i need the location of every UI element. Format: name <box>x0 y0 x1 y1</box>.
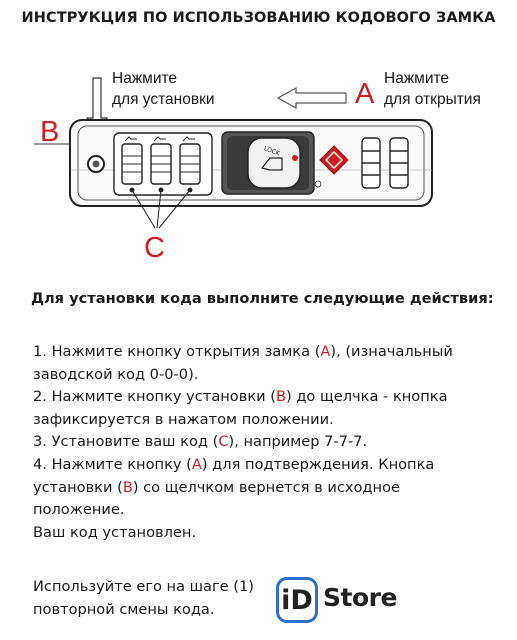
instruction-text: 4. Нажмите кнопку ( <box>33 455 192 473</box>
instruction-steps <box>33 341 503 544</box>
open-label-line1: Нажмите <box>384 70 450 87</box>
footer-note <box>33 576 254 621</box>
letter-c: C <box>144 232 165 264</box>
idstore-logo <box>276 577 416 627</box>
set-label-line2: для установки <box>112 91 215 108</box>
letter-a: A <box>355 78 375 110</box>
lock-diagram <box>0 0 517 285</box>
instruction-text: 3. Установите ваш код ( <box>33 433 219 451</box>
open-label-line2: для открытия <box>384 91 481 108</box>
instruction-line <box>33 364 503 387</box>
instruction-text: 2. Нажмите кнопку установки ( <box>33 388 276 406</box>
instruction-text: установки ( <box>33 478 123 496</box>
open-button-a <box>222 132 314 194</box>
instruction-text: 1. Нажмите кнопку открытия замка ( <box>33 343 321 360</box>
instruction-line <box>33 409 503 432</box>
instruction-line <box>33 386 503 409</box>
instruction-text: заводской код 0-0-0). <box>33 365 199 383</box>
logo-text: Store <box>323 583 397 612</box>
button-code: А <box>320 343 331 360</box>
logo-mark: iD <box>276 577 318 623</box>
instruction-line <box>33 477 503 500</box>
instruction-text: зафиксируется в нажатом положении. <box>33 410 334 428</box>
button-code: С <box>218 433 229 451</box>
page-title: ИНСТРУКЦИЯ ПО ИСПОЛЬЗОВАНИЮ КОДОВОГО ЗАМКА <box>21 10 496 26</box>
instruction-text: ), (изначальный <box>330 343 453 360</box>
instruction-line <box>33 522 503 545</box>
footer-line-1: Используйте его на шаге (1) <box>33 578 254 595</box>
footer-line-2: повторной смены кода. <box>33 600 215 618</box>
svg-text:LOCK: LOCK <box>262 145 281 158</box>
button-code: В <box>122 478 133 496</box>
instruction-text: ) до щелчка - кнопка <box>285 388 448 406</box>
instruction-line <box>33 499 503 522</box>
instruction-text: ) для подтверждения. Кнопка <box>201 455 435 473</box>
set-button-b <box>88 156 104 172</box>
button-code: А <box>191 455 202 473</box>
button-code: В <box>275 388 286 406</box>
instruction-line <box>33 431 503 454</box>
instruction-line <box>33 341 503 364</box>
instructions-heading: Для установки кода выполните следующие действия: <box>31 290 494 307</box>
instruction-text: ), например 7-7-7. <box>228 433 368 451</box>
instruction-text: ) со щелчком вернется в исходное <box>132 478 400 496</box>
instruction-line <box>33 454 503 477</box>
combination-dials <box>114 133 212 195</box>
set-label-line1: Нажмите <box>112 70 178 87</box>
letter-b: B <box>40 116 60 148</box>
instruction-text: положение. <box>33 501 125 519</box>
arrow-left-icon <box>278 88 346 108</box>
instruction-text: Ваш код установлен. <box>33 523 197 541</box>
